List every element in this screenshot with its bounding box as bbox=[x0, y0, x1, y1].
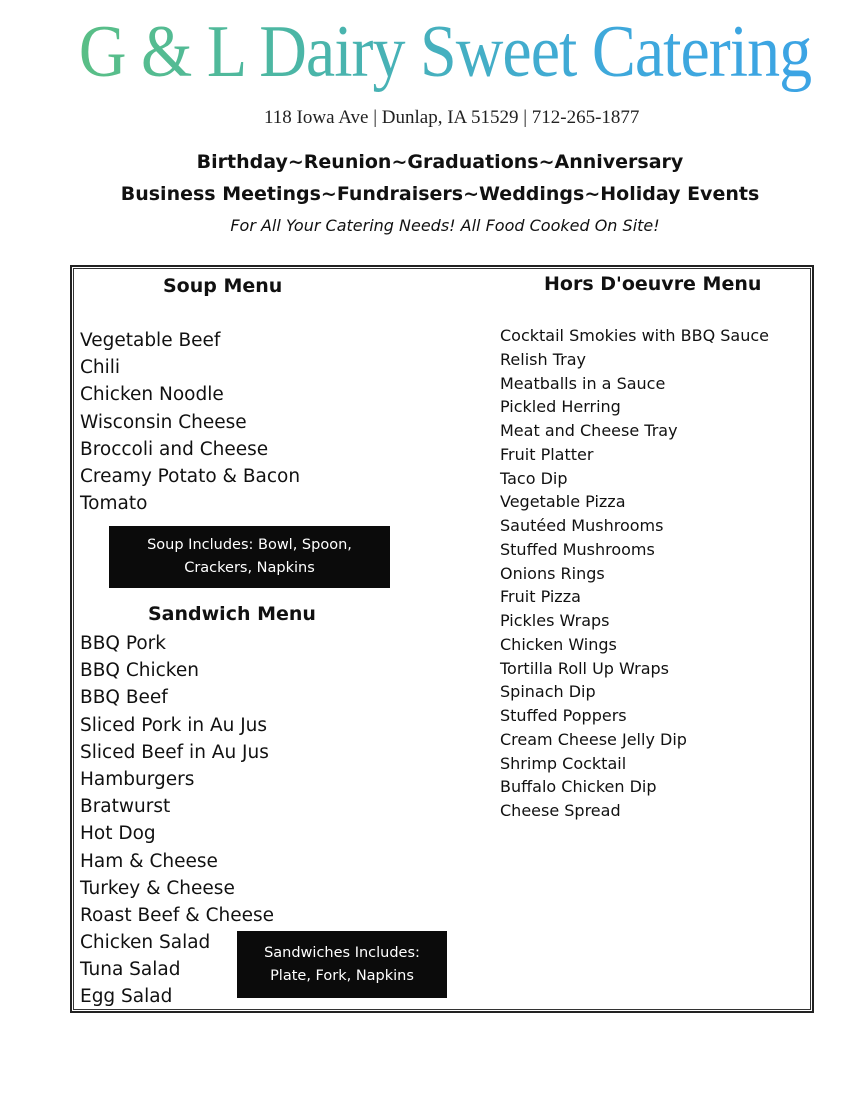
sandwich-item: BBQ Beef bbox=[80, 687, 168, 709]
tagline: For All Your Catering Needs! All Food Cooked On Site! bbox=[230, 216, 660, 235]
hors-doeuvre-item: Cocktail Smokies with BBQ Sauce bbox=[500, 326, 769, 345]
hors-doeuvre-menu-title: Hors D'oeuvre Menu bbox=[544, 273, 762, 295]
sandwich-item: BBQ Chicken bbox=[80, 660, 199, 682]
sandwich-item: Hot Dog bbox=[80, 823, 156, 845]
soup-item: Wisconsin Cheese bbox=[80, 411, 247, 433]
sandwich-item: Turkey & Cheese bbox=[80, 877, 235, 899]
soup-item: Chili bbox=[80, 357, 121, 379]
business-address: 118 Iowa Ave | Dunlap, IA 51529 | 712-265-1877 bbox=[264, 107, 640, 128]
sandwich-item: Ham & Cheese bbox=[80, 850, 218, 872]
sandwich-item: BBQ Pork bbox=[80, 633, 166, 654]
soup-item: Tomato bbox=[80, 493, 148, 515]
hors-doeuvre-item: Taco Dip bbox=[500, 468, 568, 488]
sandwich-item: Bratwurst bbox=[80, 796, 171, 818]
sandwich-item: Tuna Salad bbox=[80, 959, 181, 981]
hors-doeuvre-item: Fruit Platter bbox=[500, 444, 594, 464]
soup-includes-note bbox=[109, 526, 390, 588]
soup-note-line-2: Crackers, Napkins bbox=[184, 560, 315, 576]
sandwich-item: Roast Beef & Cheese bbox=[80, 904, 275, 926]
hors-doeuvre-menu-list bbox=[500, 324, 769, 823]
events-line-1: Birthday~Reunion~Graduations~Anniversary bbox=[196, 151, 684, 173]
soup-item: Chicken Noodle bbox=[80, 384, 224, 406]
soup-item: Broccoli and Cheese bbox=[80, 438, 269, 460]
hors-doeuvre-item: Meatballs in a Sauce bbox=[500, 373, 666, 393]
business-title: G & L Dairy Sweet Catering bbox=[0, 10, 850, 95]
hors-doeuvre-item: Spinach Dip bbox=[500, 682, 596, 702]
sandwich-note-line-2: Plate, Fork, Napkins bbox=[270, 967, 414, 984]
hors-doeuvre-item: Buffalo Chicken Dip bbox=[500, 777, 657, 797]
sandwich-includes-note bbox=[237, 931, 447, 998]
events-line-2: Business Meetings~Fundraisers~Weddings~Holiday Events bbox=[120, 183, 760, 205]
hors-doeuvre-item: Chicken Wings bbox=[500, 634, 617, 654]
hors-doeuvre-item: Cheese Spread bbox=[500, 801, 621, 820]
hors-doeuvre-item: Shrimp Cocktail bbox=[500, 753, 627, 773]
hors-doeuvre-item: Fruit Pizza bbox=[500, 587, 581, 607]
hors-doeuvre-item: Pickles Wraps bbox=[500, 611, 610, 630]
soup-item: Creamy Potato & Bacon bbox=[80, 465, 301, 487]
sandwich-item: Hamburgers bbox=[80, 768, 195, 790]
hors-doeuvre-item: Meat and Cheese Tray bbox=[500, 421, 678, 440]
hors-doeuvre-item: Vegetable Pizza bbox=[500, 492, 626, 512]
hors-doeuvre-item: Pickled Herring bbox=[500, 397, 621, 417]
sandwich-item: Sliced Beef in Au Jus bbox=[80, 741, 269, 763]
sandwich-item: Chicken Salad bbox=[80, 932, 211, 954]
soup-note-line-1: Soup Includes: Bowl, Spoon, bbox=[147, 537, 352, 553]
soup-menu-title: Soup Menu bbox=[163, 275, 283, 297]
hors-doeuvre-item: Relish Tray bbox=[500, 349, 586, 369]
hors-doeuvre-item: Onions Rings bbox=[500, 563, 605, 583]
hors-doeuvre-item: Stuffed Mushrooms bbox=[500, 539, 655, 559]
soup-item: Vegetable Beef bbox=[80, 330, 221, 351]
hors-doeuvre-item: Stuffed Poppers bbox=[500, 706, 627, 725]
sandwich-item: Egg Salad bbox=[80, 986, 173, 1008]
sandwich-note-line-1: Sandwiches Includes: bbox=[264, 944, 420, 961]
hors-doeuvre-item: Sautéed Mushrooms bbox=[500, 516, 664, 535]
sandwich-menu-title: Sandwich Menu bbox=[148, 603, 316, 625]
sandwich-item: Sliced Pork in Au Jus bbox=[80, 714, 268, 736]
hors-doeuvre-item: Cream Cheese Jelly Dip bbox=[500, 729, 687, 749]
hors-doeuvre-item: Tortilla Roll Up Wraps bbox=[500, 658, 670, 678]
soup-menu-list bbox=[80, 327, 300, 517]
